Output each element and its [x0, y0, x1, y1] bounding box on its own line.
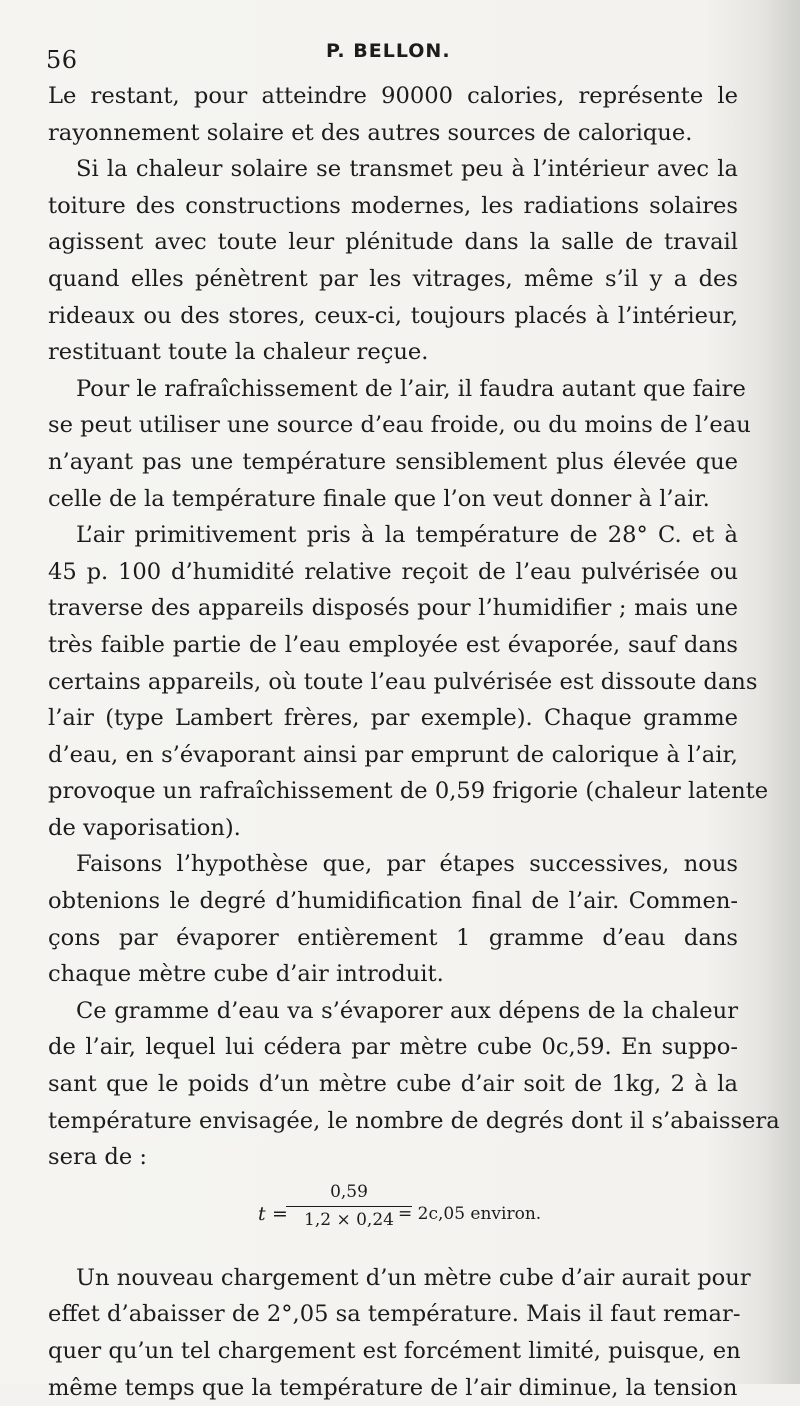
fraction-bar	[286, 1206, 412, 1207]
paragraphs	[48, 78, 780, 1176]
body-text	[48, 78, 780, 1406]
page-number: 56	[46, 46, 78, 74]
text-line: chaque mètre cube d’air introduit.	[48, 961, 444, 988]
text-line: quand elles pénètrent par les vitrages, même s’il y a des	[48, 265, 738, 292]
text-line: celle de la température finale que l’on veut donner à l’air.	[48, 485, 710, 512]
text-line: provoque un rafraîchissement de 0,59 frigorie (chaleur latente	[48, 778, 769, 805]
text-line: sera de :	[48, 1144, 148, 1171]
text-line: obtenions le degré d’humidification final de l’air. Commen-	[48, 888, 738, 915]
text-line: Ce gramme d’eau va s’évaporer aux dépens de la chaleur	[76, 997, 738, 1024]
formula-numerator: 0,59	[330, 1181, 368, 1202]
text-line: de l’air, lequel lui cédera par mètre cube 0c,59. En suppo-	[48, 1034, 738, 1061]
paragraph	[48, 846, 738, 992]
text-line: Faisons l’hypothèse que, par étapes successives, nous	[76, 851, 738, 878]
text-line: l’air (type Lambert frères, par exemple). Chaque gramme	[48, 705, 738, 732]
running-head: P. BELLON.	[326, 40, 451, 62]
text-line: de vaporisation).	[48, 814, 241, 841]
text-line: température envisagée, le nombre de degrés dont il s’abaissera	[48, 1107, 780, 1134]
text-line: d’eau, en s’évaporant ainsi par emprunt de calorique à l’air,	[48, 741, 738, 768]
text-line: L’air primitivement pris à la température de 28° C. et à	[76, 522, 738, 549]
paragraph	[48, 151, 738, 371]
formula-equals: =	[272, 1202, 288, 1225]
text-line: quer qu’un tel chargement est forcément limité, puisque, en	[48, 1338, 741, 1364]
text-line: rayonnement solaire et des autres sources de calorique.	[48, 119, 693, 146]
text-line: n’ayant pas une température sensiblement plus élevée que	[48, 448, 738, 475]
closing-paragraph	[48, 1260, 751, 1406]
text-line: restituant toute la chaleur reçue.	[48, 339, 429, 366]
text-line: toiture des constructions modernes, les radiations solaires	[48, 192, 738, 219]
text-line: traverse des appareils disposés pour l’humidifier ; mais une	[48, 595, 738, 622]
text-line: très faible partie de l’eau employée est évaporée, sauf dans	[48, 631, 738, 658]
text-line: Si la chaleur solaire se transmet peu à l’intérieur avec la	[76, 156, 738, 183]
formula-fraction	[286, 1182, 412, 1230]
text-line: Le restant, pour atteindre 90000 calories, représente le	[48, 83, 738, 109]
text-line: effet d’abaisser de 2°,05 sa température. Mais il faut remar-	[48, 1301, 741, 1328]
paragraph	[48, 517, 769, 846]
paragraph	[48, 371, 751, 517]
text-line: rideaux ou des stores, ceux-ci, toujours placés à l’intérieur,	[48, 302, 738, 329]
text-line: çons par évaporer entièrement 1 gramme d’eau dans	[48, 924, 738, 951]
paragraph	[48, 1260, 751, 1406]
formula-denominator: 1,2 × 0,24	[304, 1209, 394, 1230]
paragraph	[48, 78, 738, 151]
paragraph	[48, 993, 780, 1176]
text-line: Pour le rafraîchissement de l’air, il faudra autant que faire	[76, 375, 746, 402]
formula-variable: t	[258, 1202, 266, 1225]
text-line: sant que le poids d’un mètre cube d’air soit de 1kg, 2 à la	[48, 1071, 738, 1098]
text-line: certains appareils, où toute l’eau pulvérisée est dissoute dans	[48, 668, 758, 695]
text-line: agissent avec toute leur plénitude dans la salle de travail	[48, 229, 738, 256]
text-line: Un nouveau chargement d’un mètre cube d’air aurait pour	[76, 1264, 751, 1291]
page-header	[46, 34, 746, 74]
text-line: se peut utiliser une source d’eau froide, ou du moins de l’eau	[48, 412, 751, 439]
text-line: même temps que la température de l’air diminue, la tension	[48, 1374, 738, 1401]
formula	[48, 1182, 738, 1250]
formula-result: = 2c,05 environ.	[398, 1203, 542, 1224]
text-line: 45 p. 100 d’humidité relative reçoit de l’eau pulvérisée ou	[48, 558, 738, 585]
